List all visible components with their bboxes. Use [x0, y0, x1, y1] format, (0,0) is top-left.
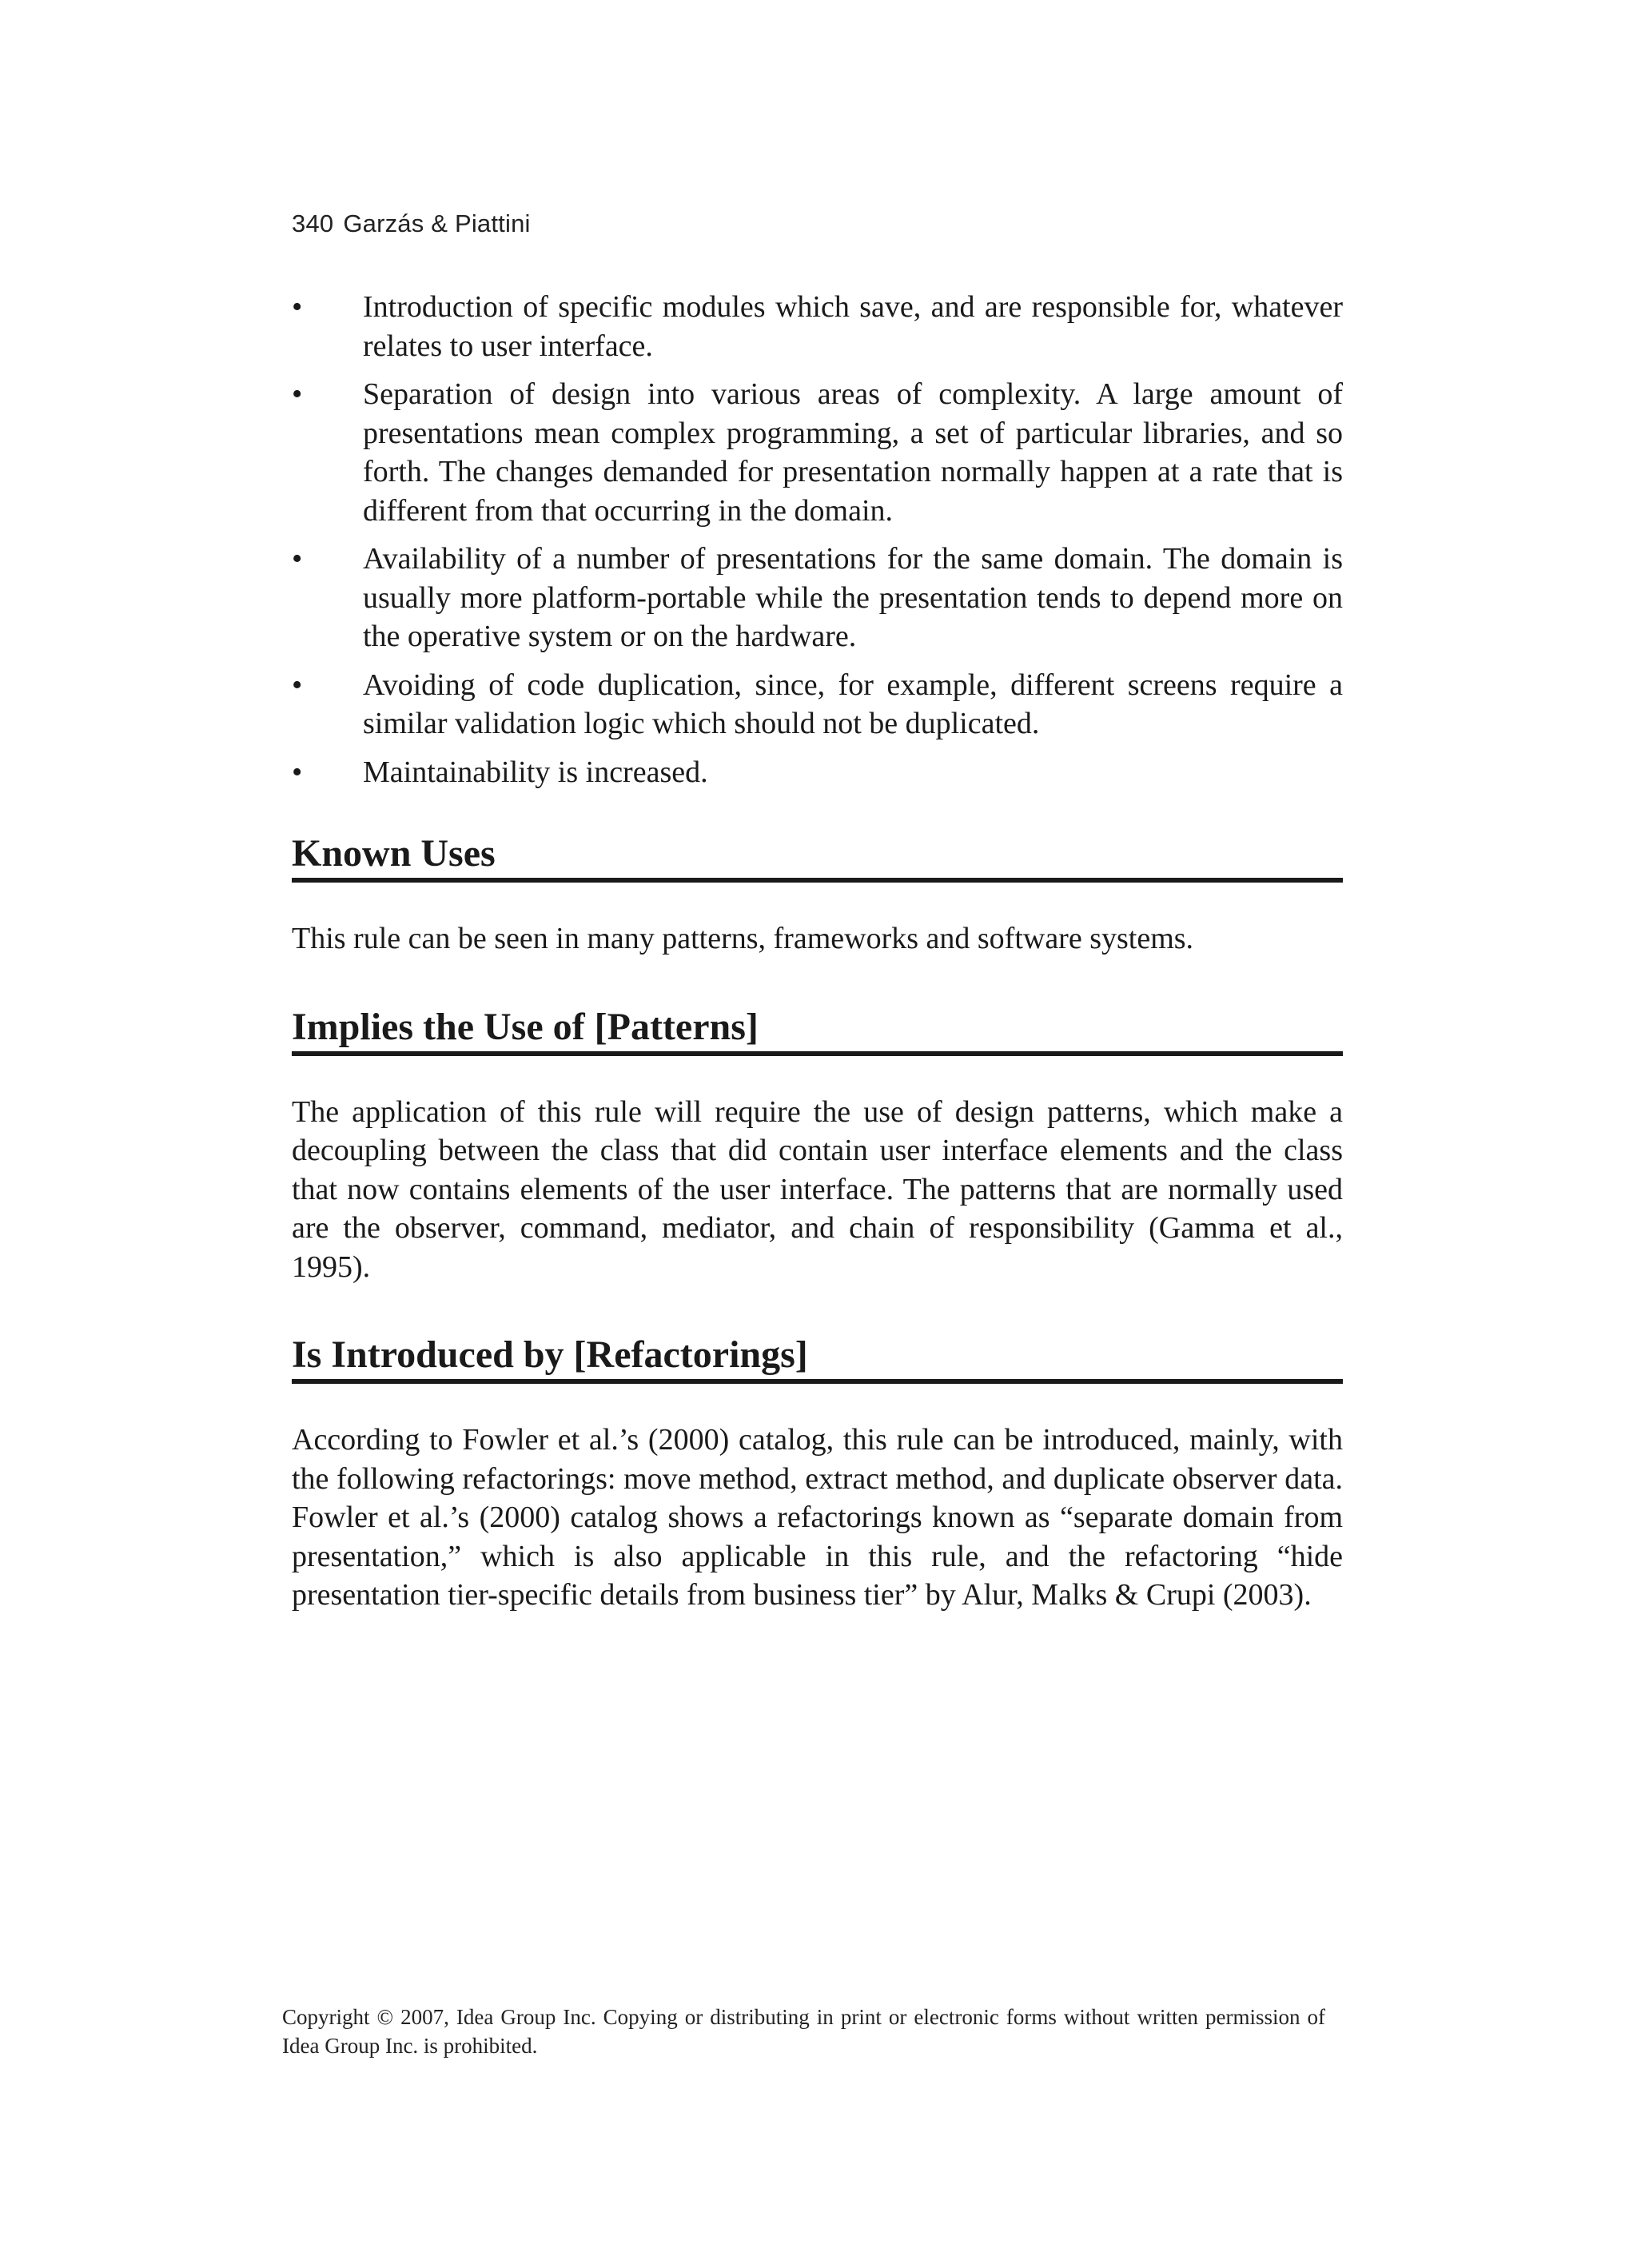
bullet-text: Separation of design into various areas of complexity. A large amount of presentations mean complex programming, a set of particular libraries, and so forth. The changes demanded for presentation normally happen at a rate that is different from that occurring in the domain.	[363, 377, 1343, 528]
bullet-item	[292, 666, 1343, 743]
running-head-authors: Garzás & Piattini	[343, 209, 531, 237]
bullet-icon: •	[292, 668, 303, 702]
bullet-text: Availability of a number of presentations for the same domain. The domain is usually more platform-portable while the presentation tends to depend more on the operative system or on the hardware.	[363, 542, 1343, 653]
section-body-refactorings: According to Fowler et al.’s (2000) catalog, this rule can be introduced, mainly, with the following refactorings: move method, extract method, and duplicate observer data. Fowler et al.’s (2000) catalog shows a refactorings known as “separate domain from presentation,” which is also applicable in this rule, and the refactoring “hide presentation tier-specific details from business tier” by Alur, Malks & Crupi (2003).	[292, 1423, 1343, 1612]
bullet-item	[292, 540, 1343, 656]
bullet-icon: •	[292, 755, 303, 789]
bullet-text: Introduction of specific modules which save, and are responsible for, whatever relates to user interface.	[363, 290, 1343, 363]
bullet-icon: •	[292, 290, 303, 324]
section-body-known-uses: This rule can be seen in many patterns, frameworks and software systems.	[292, 922, 1194, 955]
bullet-item	[292, 753, 1343, 792]
section-heading-patterns: Implies the Use of [Patterns]	[292, 1005, 1343, 1056]
bullet-text: Avoiding of code duplication, since, for example, different screens require a similar validation logic which should not be duplicated.	[363, 668, 1343, 740]
bullet-text: Maintainability is increased.	[363, 755, 708, 789]
bullet-item	[292, 375, 1343, 530]
bullet-item	[292, 288, 1343, 365]
section-body-patterns: The application of this rule will require the use of design patterns, which make a decoupling between the class that did contain user interface elements and the class that now contains elements of the user interface. The patterns that are normally used are the observer, command, mediator, and chain of responsibility (Gamma et al., 1995).	[292, 1094, 1343, 1284]
bullet-list	[292, 288, 1343, 791]
running-head	[292, 209, 531, 238]
page-number: 340	[292, 209, 334, 237]
bullet-icon: •	[292, 542, 303, 576]
bullet-icon: •	[292, 377, 303, 411]
section-heading-refactorings: Is Introduced by [Refactorings]	[292, 1333, 1343, 1384]
page-body	[292, 288, 1343, 1615]
copyright-footer: Copyright © 2007, Idea Group Inc. Copying or distributing in print or electronic forms without written permission of Idea Group Inc. is prohibited.	[282, 2005, 1325, 2058]
section-heading-known-uses: Known Uses	[292, 831, 1343, 883]
